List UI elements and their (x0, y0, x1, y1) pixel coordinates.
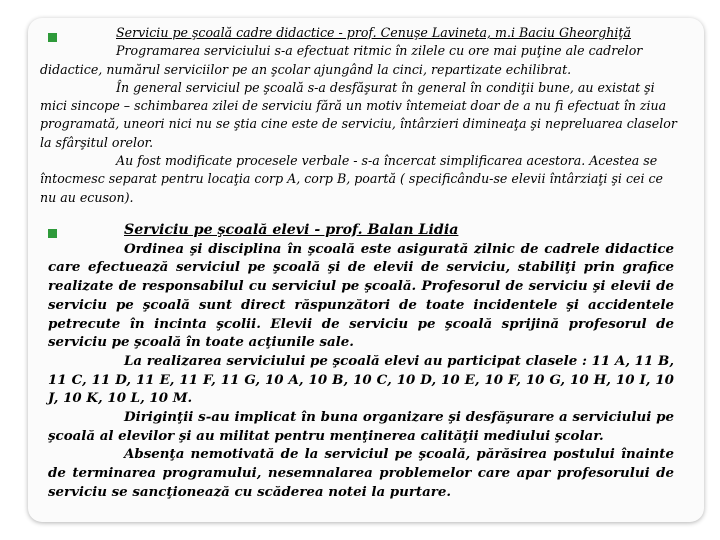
paragraph: Absenţa nemotivată de la serviciul pe şcoală, părăsirea postului înainte de terminarea programului, nesemnalarea problemelor care apar profesorului de serviciu se sancţionează cu scăderea notei la purtare. (48, 446, 674, 500)
paragraph: Au fost modificate procesele verbale - s-a încercat simplificarea acestora. Acestea se întocmesc separat pentru locaţia corp A, corp B, poartă ( specificându-se elevii întârziaţi şi cei ce nu au ecuson). (40, 153, 663, 205)
paragraph: Diriginţii s-au implicat în buna organizare şi desfăşurare a serviciului pe şcoală al elevilor şi au militat pentru menţinerea calităţii mediului şcolar. (48, 409, 674, 444)
section-students-duty (48, 221, 674, 502)
paragraph: La realizarea serviciului pe şcoală elevi au participat clasele : 11 A, 11 B, 11 C, 11 D, 11 E, 11 F, 11 G, 10 A, 10 B, 10 C, 10 D, 10 E, 10 F, 10 G, 10 H, 10 I, 10 J, 10 K, 10 L, 10 M. (48, 352, 674, 407)
section-heading: Serviciu pe şcoală cadre didactice - prof. Cenuşe Lavineta, m.i Baciu Gheorghiţă (116, 25, 631, 40)
section-heading: Serviciu pe şcoală elevi - prof. Balan Lidia (124, 222, 459, 238)
paragraph: Programarea serviciului s-a efectuat ritmic în zilele cu ore mai puţine ale cadrelor didactice, numărul serviciilor pe an şcolar ajungând la cinci, repartizate echilibrat. (40, 43, 643, 77)
paragraph: În general serviciul pe şcoală s-a desfăşurat în general în condiţii bune, au existat şi mici sincope – schimbarea zilei de serviciu fără un motiv întemeiat doar de a nu fi efectuat în ziua programată, uneori nici nu se ştia cine este de serviciu, întârzieri dimineaţa şi nepreluarea claselor la sfârşitul orelor. (40, 79, 677, 150)
paragraph: Ordinea şi disciplina în şcoală este asigurată zilnic de cadrele didactice care efectuează serviciul pe şcoală şi de elevii de serviciu, stabiliţi prin grafice realizate de responsabilul cu serviciul pe şcoală. Profesorul de serviciu şi elevii de serviciu pe şcoală sunt direct răspunzători de toate incidentele şi accidentele petrecute în incinta şcolii. Elevii de serviciu pe şcoală sprijină profesorul de serviciu pe şcoală în toate acţiunile sale. (48, 240, 674, 351)
section-teachers-duty (40, 24, 680, 207)
